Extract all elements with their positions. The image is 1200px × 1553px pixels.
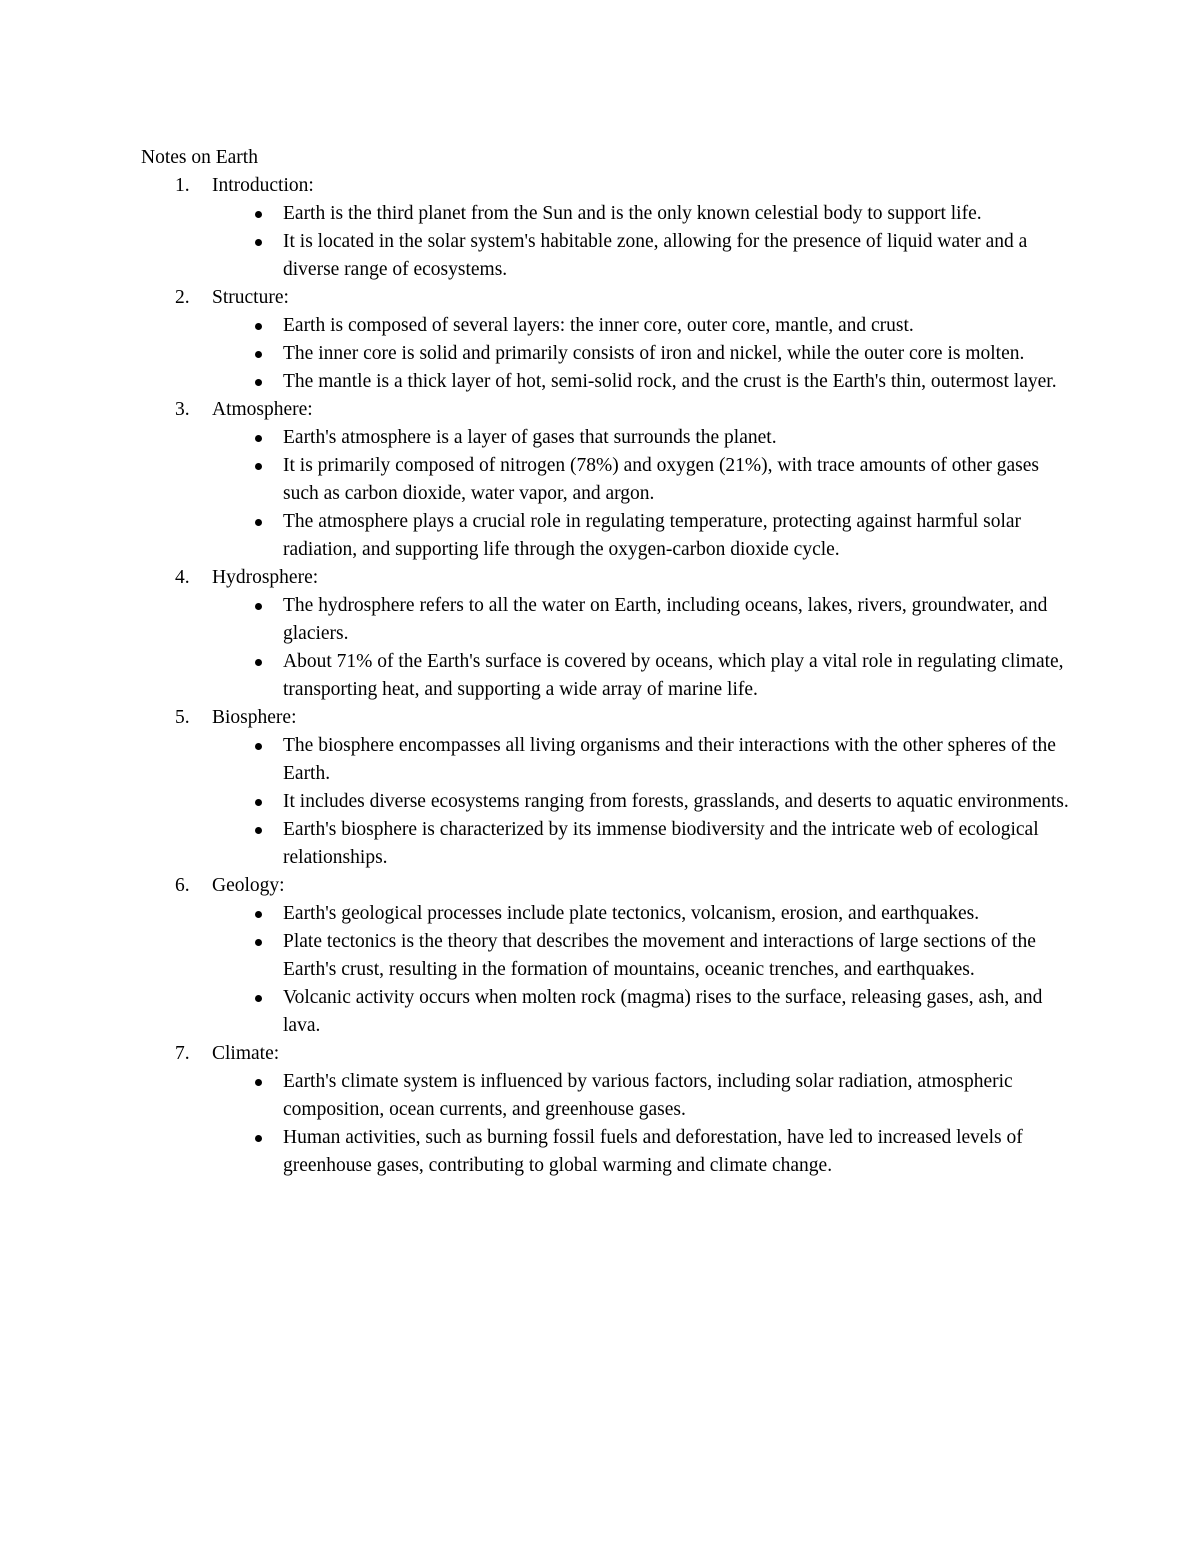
bullet-list	[212, 1068, 1071, 1180]
bullet-item	[283, 312, 1071, 340]
bullet-list	[212, 900, 1071, 1040]
document-page	[141, 144, 1071, 1180]
bullet-text: Earth is the third planet from the Sun and is the only known celestial body to support life.	[283, 203, 982, 224]
section-number: 6.	[175, 875, 190, 896]
bullet-text: Earth is composed of several layers: the inner core, outer core, mantle, and crust.	[283, 315, 914, 336]
bullet-item	[283, 1068, 1071, 1124]
section-heading-label: Geology:	[212, 875, 285, 896]
section-heading	[175, 172, 1071, 200]
bullet-item	[283, 984, 1071, 1040]
bullet-item	[283, 200, 1071, 228]
bullet-text: The hydrosphere refers to all the water on Earth, including oceans, lakes, rivers, groundwater, and glaciers.	[283, 595, 1048, 644]
section-heading-label: Hydrosphere:	[212, 567, 319, 588]
section	[141, 704, 1071, 872]
bullet-dot-icon	[255, 603, 262, 610]
sections-list	[141, 172, 1071, 1180]
bullet-text: About 71% of the Earth's surface is covered by oceans, which play a vital role in regulating climate, transporting heat, and supporting a wide array of marine life.	[283, 651, 1064, 700]
bullet-dot-icon	[255, 1135, 262, 1142]
section-heading-label: Atmosphere:	[212, 399, 313, 420]
bullet-dot-icon	[255, 463, 262, 470]
section-number: 5.	[175, 707, 190, 728]
bullet-item	[283, 340, 1071, 368]
bullet-text: Earth's biosphere is characterized by its immense biodiversity and the intricate web of ecological relationships.	[283, 819, 1039, 868]
section-heading-label: Climate:	[212, 1043, 280, 1064]
bullet-list	[212, 424, 1071, 564]
section	[141, 872, 1071, 1040]
bullet-item	[283, 368, 1071, 396]
bullet-dot-icon	[255, 827, 262, 834]
bullet-item	[283, 452, 1071, 508]
bullet-dot-icon	[255, 1079, 262, 1086]
bullet-item	[283, 508, 1071, 564]
section-heading	[175, 284, 1071, 312]
bullet-dot-icon	[255, 519, 262, 526]
bullet-text: The atmosphere plays a crucial role in regulating temperature, protecting against harmful solar radiation, and supporting life through the oxygen-carbon dioxide cycle.	[283, 511, 1022, 560]
bullet-dot-icon	[255, 939, 262, 946]
section-heading	[175, 396, 1071, 424]
bullet-text: Earth's geological processes include plate tectonics, volcanism, erosion, and earthquakes.	[283, 903, 980, 924]
bullet-dot-icon	[255, 379, 262, 386]
bullet-dot-icon	[255, 351, 262, 358]
section-number: 7.	[175, 1043, 190, 1064]
bullet-text: Earth's climate system is influenced by various factors, including solar radiation, atmospheric composition, ocean currents, and greenhouse gases.	[283, 1071, 1013, 1120]
bullet-item	[283, 1124, 1071, 1180]
section-heading-label: Biosphere:	[212, 707, 297, 728]
bullet-list	[212, 200, 1071, 284]
bullet-item	[283, 732, 1071, 788]
bullet-text: Earth's atmosphere is a layer of gases that surrounds the planet.	[283, 427, 777, 448]
bullet-item	[283, 816, 1071, 872]
bullet-item	[283, 648, 1071, 704]
section	[141, 564, 1071, 704]
section-heading	[175, 1040, 1071, 1068]
bullet-list	[212, 592, 1071, 704]
bullet-dot-icon	[255, 659, 262, 666]
bullet-dot-icon	[255, 211, 262, 218]
bullet-item	[283, 228, 1071, 284]
section	[141, 396, 1071, 564]
bullet-text: Volcanic activity occurs when molten rock (magma) rises to the surface, releasing gases, ash, and lava.	[283, 987, 1043, 1036]
document-title: Notes on Earth	[141, 147, 258, 168]
section	[141, 284, 1071, 396]
section	[141, 172, 1071, 284]
section-number: 2.	[175, 287, 190, 308]
bullet-dot-icon	[255, 239, 262, 246]
bullet-dot-icon	[255, 911, 262, 918]
bullet-item	[283, 928, 1071, 984]
bullet-item	[283, 900, 1071, 928]
bullet-text: The biosphere encompasses all living organisms and their interactions with the other spheres of the Earth.	[283, 735, 1056, 784]
section-number: 3.	[175, 399, 190, 420]
bullet-text: Human activities, such as burning fossil fuels and deforestation, have led to increased levels of greenhouse gases, contributing to global warming and climate change.	[283, 1127, 1023, 1176]
bullet-dot-icon	[255, 435, 262, 442]
bullet-text: It includes diverse ecosystems ranging from forests, grasslands, and deserts to aquatic environments.	[283, 791, 1069, 812]
bullet-text: The inner core is solid and primarily consists of iron and nickel, while the outer core is molten.	[283, 343, 1025, 364]
bullet-list	[212, 312, 1071, 396]
bullet-dot-icon	[255, 995, 262, 1002]
section-heading	[175, 872, 1071, 900]
bullet-dot-icon	[255, 743, 262, 750]
bullet-item	[283, 424, 1071, 452]
bullet-dot-icon	[255, 799, 262, 806]
bullet-list	[212, 732, 1071, 872]
section-heading-label: Structure:	[212, 287, 289, 308]
bullet-text: It is primarily composed of nitrogen (78%) and oxygen (21%), with trace amounts of other gases such as carbon dioxide, water vapor, and argon.	[283, 455, 1039, 504]
section-number: 1.	[175, 175, 190, 196]
bullet-item	[283, 592, 1071, 648]
bullet-text: Plate tectonics is the theory that describes the movement and interactions of large sections of the Earth's crust, resulting in the formation of mountains, oceanic trenches, and earthquakes.	[283, 931, 1036, 980]
section-heading	[175, 564, 1071, 592]
bullet-text: It is located in the solar system's habitable zone, allowing for the presence of liquid water and a diverse range of ecosystems.	[283, 231, 1028, 280]
section-number: 4.	[175, 567, 190, 588]
section-heading-label: Introduction:	[212, 175, 314, 196]
bullet-dot-icon	[255, 323, 262, 330]
bullet-item	[283, 788, 1071, 816]
section	[141, 1040, 1071, 1180]
bullet-text: The mantle is a thick layer of hot, semi-solid rock, and the crust is the Earth's thin, outermost layer.	[283, 371, 1057, 392]
section-heading	[175, 704, 1071, 732]
